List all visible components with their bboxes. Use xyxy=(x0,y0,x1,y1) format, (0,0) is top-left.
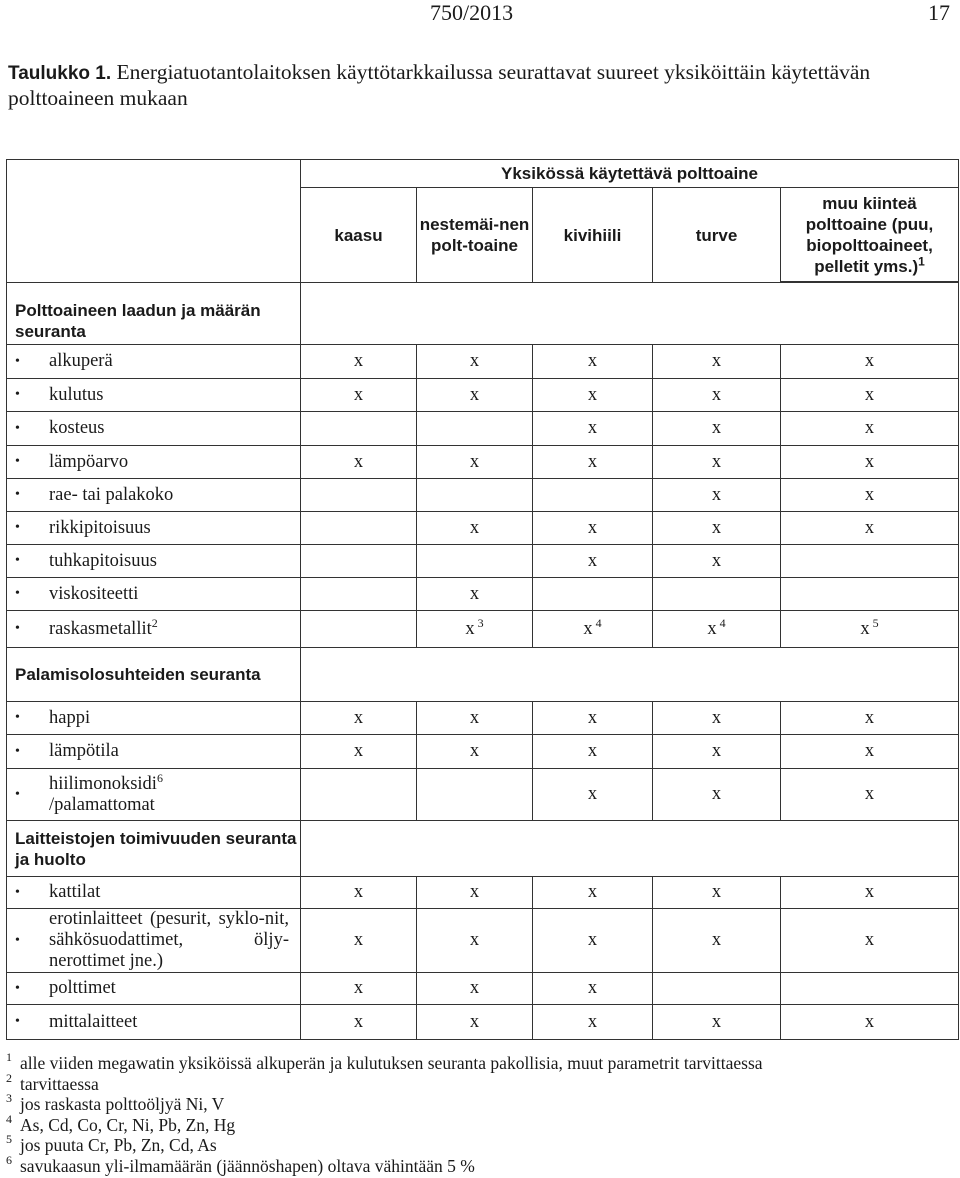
row-label-text: raskasmetallit$^2$ xyxy=(49,615,158,639)
table-cell: x xyxy=(301,877,417,909)
table-cell: x xyxy=(417,578,533,611)
table-row xyxy=(7,578,959,611)
table-cell: x xyxy=(781,769,959,821)
table-cell: x xyxy=(653,702,781,735)
table-row xyxy=(7,735,959,769)
table-cell: x xyxy=(417,877,533,909)
table-cell: x xyxy=(417,909,533,973)
table-cell: x xyxy=(781,877,959,909)
row-label xyxy=(7,611,301,648)
bullet-icon: • xyxy=(15,487,20,503)
caption-label: Taulukko 1. xyxy=(8,63,112,84)
table-cell xyxy=(781,545,959,578)
document-number: 750/2013 xyxy=(430,0,514,25)
bullet-icon: • xyxy=(15,932,20,948)
table-cell xyxy=(653,578,781,611)
table-cell: x xyxy=(653,545,781,578)
section-title: Palamisolosuhteiden seuranta xyxy=(7,648,301,702)
corner-cell xyxy=(7,160,301,283)
table-cell: x $^4$ xyxy=(533,611,653,648)
table-row xyxy=(7,611,959,648)
table-cell xyxy=(781,578,959,611)
row-label xyxy=(7,877,301,909)
table-cell: x xyxy=(417,1005,533,1040)
table-row xyxy=(7,973,959,1005)
table-cell xyxy=(301,769,417,821)
table-cell xyxy=(301,611,417,648)
section-empty-cell xyxy=(301,821,959,877)
table-row xyxy=(7,479,959,512)
table-cell: x xyxy=(301,1005,417,1040)
table-cell: x xyxy=(781,345,959,379)
footnote xyxy=(6,1152,763,1177)
footnote xyxy=(6,1111,763,1136)
table-cell: x xyxy=(781,446,959,479)
bullet-icon: • xyxy=(15,520,20,536)
table-cell: x xyxy=(653,345,781,379)
table-cell: x xyxy=(533,446,653,479)
bullet-icon: • xyxy=(15,1014,20,1030)
row-label-text: kosteus xyxy=(49,418,105,438)
table-row xyxy=(7,345,959,379)
fuel-monitoring-table xyxy=(6,159,959,1040)
table-cell: x xyxy=(533,702,653,735)
table-cell: x xyxy=(653,735,781,769)
bullet-icon: • xyxy=(15,786,20,802)
bullet-icon: • xyxy=(15,884,20,900)
table-cell: x $^4$ xyxy=(653,611,781,648)
row-label xyxy=(7,973,301,1005)
table-cell: x xyxy=(417,735,533,769)
col-header-footnote-ref: 1 xyxy=(918,253,925,268)
table-cell: x xyxy=(417,702,533,735)
section-title: Laitteistojen toimivuuden seuranta ja huolto xyxy=(7,821,301,877)
row-label-text: hiilimonoksidi$^6$ /palamattomat xyxy=(49,770,163,815)
row-label-text: mittalaitteet xyxy=(49,1011,138,1032)
footnote-number: 5 xyxy=(6,1132,12,1146)
table-cell: x xyxy=(417,345,533,379)
table-cell: x xyxy=(417,379,533,412)
bullet-icon: • xyxy=(15,387,20,403)
table-cell: x xyxy=(653,909,781,973)
table-cell: x xyxy=(781,1005,959,1040)
table-cell: x xyxy=(533,877,653,909)
row-label xyxy=(7,379,301,412)
table-cell: x xyxy=(781,379,959,412)
bullet-icon: • xyxy=(15,710,20,726)
table-cell: x xyxy=(533,1005,653,1040)
table-cell: x xyxy=(653,512,781,545)
cell-footnote-ref: 3 xyxy=(474,615,484,630)
table-row xyxy=(7,877,959,909)
footnote xyxy=(6,1132,763,1156)
row-label xyxy=(7,578,301,611)
footnote-number: 3 xyxy=(6,1091,12,1105)
footnote-text: alle viiden megawatin yksiköissä alkuperän ja kulutuksen seuranta pakollisia, muut parametrit tarvittaessa xyxy=(20,1053,763,1073)
row-label-text: erotinlaitteet (pesurit, syklo-nit, sähkösuodattimet, öljy-nerottimet jne.) xyxy=(49,909,289,971)
row-label xyxy=(7,909,301,973)
table-cell: x xyxy=(301,446,417,479)
table-cell: x xyxy=(301,973,417,1005)
table-row xyxy=(7,512,959,545)
row-label-text: kattilat xyxy=(49,882,101,902)
table-cell: x xyxy=(781,512,959,545)
footnote-number: 2 xyxy=(6,1070,12,1085)
table-cell: x xyxy=(417,446,533,479)
page-number: 17 xyxy=(928,0,950,25)
footnote-text: jos puuta Cr, Pb, Zn, Cd, As xyxy=(20,1135,217,1155)
table-cell: x xyxy=(533,345,653,379)
table-cell: x xyxy=(653,769,781,821)
footnote xyxy=(6,1050,763,1074)
table-cell xyxy=(417,545,533,578)
cell-footnote-ref: 4 xyxy=(592,615,602,630)
table-cell: x xyxy=(417,973,533,1005)
table-cell: x xyxy=(781,479,959,512)
section-empty-cell xyxy=(301,283,959,345)
table-cell xyxy=(417,479,533,512)
row-label-text: rae- tai palakoko xyxy=(49,484,174,505)
table-row xyxy=(7,379,959,412)
table-cell: x xyxy=(301,735,417,769)
bullet-icon: • xyxy=(15,454,20,470)
bullet-icon: • xyxy=(15,980,20,996)
footnote xyxy=(6,1091,763,1115)
footnotes xyxy=(6,1050,763,1176)
footnote xyxy=(6,1070,763,1095)
table-row xyxy=(7,702,959,735)
table-cell: x xyxy=(653,446,781,479)
col-header-kivihiili: kivihiili xyxy=(533,188,653,283)
row-label xyxy=(7,345,301,379)
table-cell xyxy=(417,412,533,446)
row-label xyxy=(7,412,301,446)
table-cell xyxy=(301,578,417,611)
footnote-text: jos raskasta polttoöljyä Ni, V xyxy=(20,1094,225,1114)
row-label-text: tuhkapitoisuus xyxy=(49,550,157,571)
table-cell: x xyxy=(653,412,781,446)
table-cell: x xyxy=(653,877,781,909)
table-cell: x xyxy=(533,769,653,821)
table-cell xyxy=(301,545,417,578)
label-footnote-ref: 2 xyxy=(151,615,158,630)
row-label-text: polttimet xyxy=(49,978,116,998)
row-label-text: happi xyxy=(49,707,91,728)
table-cell: x $^3$ xyxy=(417,611,533,648)
table-cell: x xyxy=(301,702,417,735)
group-header: Yksikössä käytettävä polttoaine xyxy=(301,160,959,188)
table-cell: x xyxy=(653,479,781,512)
bullet-icon: • xyxy=(15,353,20,369)
section-title: Polttoaineen laadun ja määrän seuranta xyxy=(7,283,301,345)
table-cell: x xyxy=(653,1005,781,1040)
row-label-text: viskositeetti xyxy=(49,583,139,604)
table-body xyxy=(7,283,959,1040)
cell-footnote-ref: 5 xyxy=(869,615,879,630)
row-label xyxy=(7,1005,301,1040)
row-label xyxy=(7,545,301,578)
table-cell: x xyxy=(781,909,959,973)
footnote-number: 4 xyxy=(6,1111,12,1126)
table-cell: x xyxy=(301,379,417,412)
bullet-icon: • xyxy=(15,621,20,637)
caption-text: Energiatuotantolaitoksen käyttötarkkailussa seurattavat suureet yksiköittäin käytettävän polttoaineen mukaan xyxy=(8,60,871,110)
table-row xyxy=(7,412,959,446)
section-empty-cell xyxy=(301,648,959,702)
col-header-turve: turve xyxy=(653,188,781,283)
row-label-text: rikkipitoisuus xyxy=(49,517,151,538)
table-cell: x xyxy=(301,345,417,379)
bullet-icon: • xyxy=(15,586,20,602)
table-row xyxy=(7,1005,959,1040)
table-cell: x xyxy=(533,909,653,973)
table-cell: x xyxy=(781,735,959,769)
row-label-text: kulutus xyxy=(49,384,104,405)
table-row xyxy=(7,909,959,973)
row-label-text: lämpötila xyxy=(49,741,119,761)
row-label xyxy=(7,446,301,479)
row-label xyxy=(7,479,301,512)
footnote-text: savukaasun yli-ilmamäärän (jäännöshapen) oltava vähintään 5 % xyxy=(20,1155,475,1176)
bullet-icon: • xyxy=(15,553,20,569)
table-cell: x xyxy=(533,512,653,545)
col-header-kaasu: kaasu xyxy=(301,188,417,283)
table-row xyxy=(7,446,959,479)
table-cell: x $^5$ xyxy=(781,611,959,648)
table-cell xyxy=(781,973,959,1005)
table-cell xyxy=(301,412,417,446)
table-cell xyxy=(417,769,533,821)
col-header-liquid-fuel: nestemäi-nen polt-toaine xyxy=(417,188,533,283)
table-cell xyxy=(301,512,417,545)
table-cell: x xyxy=(301,909,417,973)
row-label xyxy=(7,735,301,769)
row-label xyxy=(7,512,301,545)
table-caption xyxy=(8,60,954,111)
table-cell: x xyxy=(533,379,653,412)
bullet-icon: • xyxy=(15,743,20,759)
table-cell: x xyxy=(533,545,653,578)
label-footnote-ref: 6 xyxy=(156,770,163,785)
col-header-other-solid: muu kiinteä polttoaine (puu, biopolttoaineet, pelletit yms.)$^1$ xyxy=(781,188,959,282)
table-cell: x xyxy=(653,379,781,412)
cell-footnote-ref: 4 xyxy=(716,615,726,630)
footnote-number: 6 xyxy=(6,1152,12,1167)
table-row xyxy=(7,769,959,821)
table-cell: x xyxy=(417,512,533,545)
row-label xyxy=(7,769,301,821)
footnote-number: 1 xyxy=(6,1050,12,1064)
table-cell: x xyxy=(533,973,653,1005)
table-cell: x xyxy=(781,412,959,446)
table-cell xyxy=(533,479,653,512)
bullet-icon: • xyxy=(15,420,20,436)
table-cell xyxy=(301,479,417,512)
table-cell xyxy=(533,578,653,611)
footnote-text: As, Cd, Co, Cr, Ni, Pb, Zn, Hg xyxy=(20,1114,236,1135)
table-cell: x xyxy=(533,735,653,769)
table-cell: x xyxy=(533,412,653,446)
table-cell: x xyxy=(781,702,959,735)
table-cell xyxy=(653,973,781,1005)
table-row xyxy=(7,545,959,578)
footnote-text: tarvittaessa xyxy=(20,1073,99,1094)
row-label-text: lämpöarvo xyxy=(49,451,129,472)
row-label-text: alkuperä xyxy=(49,351,113,371)
row-label xyxy=(7,702,301,735)
